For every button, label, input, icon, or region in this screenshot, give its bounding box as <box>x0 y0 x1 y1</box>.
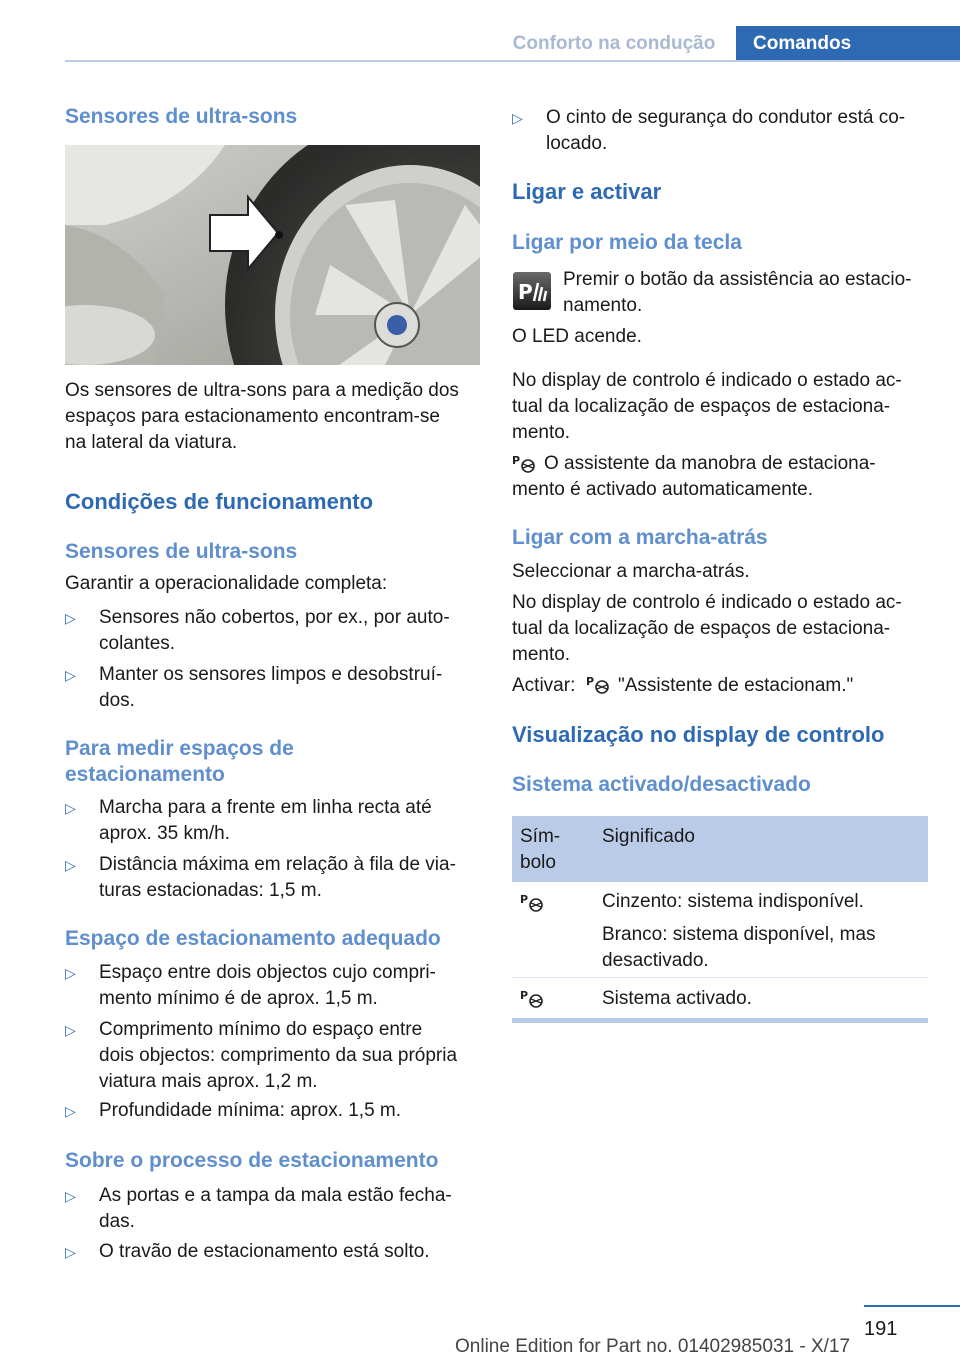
display-text-1: No display de controlo é indicado o estado ac- <box>512 370 902 391</box>
header-section-tab[interactable]: Conforto na condução <box>512 33 716 54</box>
svg-text:P: P <box>518 280 533 304</box>
display2-text-2: tual da localização de espaços de estaciona- <box>512 618 891 639</box>
edition-note: Online Edition for Part no. 01402985031 - X/17 <box>455 1336 851 1357</box>
heading-suitable-space: Espaço de estacionamento adequado <box>65 927 441 950</box>
triangle-right-icon: ▷ <box>65 610 76 626</box>
triangle-right-icon: ▷ <box>65 965 76 981</box>
heading-operating-conditions: Condições de funcionamento <box>65 489 374 514</box>
table-row2-line1: Sistema activado. <box>602 988 752 1009</box>
heading-parking-process: Sobre o processo de estacionamento <box>65 1149 439 1172</box>
table-bottom-rule <box>512 1018 928 1023</box>
heading-display-view: Visualização no display de controlo <box>512 722 885 747</box>
heading-switch-on-activate: Ligar e activar <box>512 179 662 204</box>
parking-assist-active-icon <box>520 987 546 1009</box>
table-row1-line1: Cinzento: sistema indisponível. <box>602 891 864 912</box>
table-header <box>512 816 928 882</box>
press-line-2: namento. <box>563 295 643 316</box>
display-text-2: tual da localização de espaços de estaciona- <box>512 396 891 417</box>
select-reverse-text: Seleccionar a marcha-atrás. <box>512 561 750 582</box>
display2-text-1: No display de controlo é indicado o estado ac- <box>512 592 902 613</box>
intro-line-1: Os sensores de ultra-sons para a medição dos <box>65 380 459 401</box>
triangle-right-icon: ▷ <box>65 800 76 816</box>
svg-text:P: P <box>512 454 521 467</box>
heading-measure-spaces: Para medir espaços de estacionamento <box>65 737 294 786</box>
triangle-right-icon: ▷ <box>65 1244 76 1260</box>
heading-reverse-gear: Ligar com a marcha-atrás <box>512 526 768 549</box>
svg-text:P: P <box>586 675 595 688</box>
triangle-right-icon: ▷ <box>65 1188 76 1204</box>
heading-system-status: Sistema activado/desactivado <box>512 773 811 796</box>
intro-line-2: espaços para estacionamento encontram-se <box>65 406 440 427</box>
table-col-symbol-2: bolo <box>520 852 556 873</box>
press-line-1: Premir o botão da assistência ao estacio- <box>563 269 912 290</box>
display-text-3: mento. <box>512 422 571 443</box>
activate-menu-item: "Assistente de estacionam." <box>618 675 854 696</box>
triangle-right-icon: ▷ <box>65 857 76 873</box>
parking-assist-icon <box>512 452 538 474</box>
parking-assist-button-icon <box>512 271 552 311</box>
guarantee-text: Garantir a operacionalidade completa: <box>65 573 388 594</box>
intro-line-3: na lateral da viatura. <box>65 432 238 453</box>
triangle-right-icon: ▷ <box>65 1103 76 1119</box>
header-rule <box>65 60 960 62</box>
page-number: 191 <box>864 1318 898 1340</box>
triangle-right-icon: ▷ <box>65 667 76 683</box>
activate-label: Activar: <box>512 675 576 696</box>
table-row1-line3: desactivado. <box>602 950 709 971</box>
table-row1-line2: Branco: sistema disponível, mas <box>602 924 876 945</box>
display2-text-3: mento. <box>512 644 571 665</box>
table-col-symbol-1: Sím- <box>520 826 561 847</box>
table-row-divider <box>512 977 928 978</box>
header-chapter-tab[interactable]: Comandos <box>736 26 960 62</box>
auto-text-1: O assistente da manobra de estaciona- <box>544 453 876 474</box>
svg-text:P: P <box>520 893 529 906</box>
svg-text:P: P <box>520 989 529 1002</box>
parking-assist-icon <box>586 673 612 695</box>
heading-ultrasonic-sensors: Sensores de ultra-sons <box>65 105 298 128</box>
footer-rule <box>864 1305 960 1307</box>
triangle-right-icon: ▷ <box>512 110 523 126</box>
table-col-meaning: Significado <box>602 826 695 847</box>
led-text: O LED acende. <box>512 326 642 347</box>
parking-assist-icon <box>520 891 546 913</box>
triangle-right-icon: ▷ <box>65 1022 76 1038</box>
auto-text-2: mento é activado automaticamente. <box>512 479 814 500</box>
sensor-photo <box>65 145 480 365</box>
heading-switch-on-button: Ligar por meio da tecla <box>512 231 742 254</box>
heading-sensors-sub: Sensores de ultra-sons <box>65 540 298 563</box>
